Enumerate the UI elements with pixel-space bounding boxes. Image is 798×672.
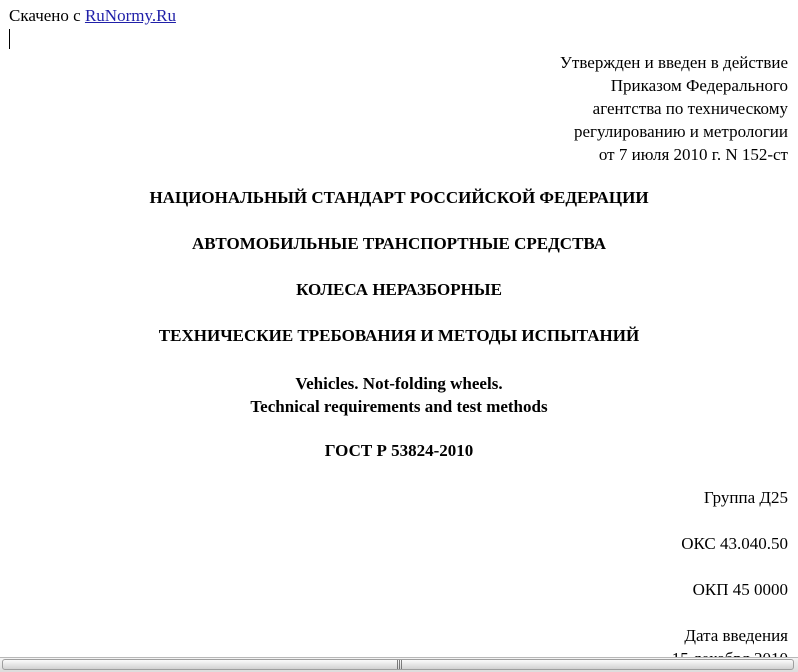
vehicles-heading: АВТОМОБИЛЬНЫЕ ТРАНСПОРТНЫЕ СРЕДСТВА bbox=[192, 234, 606, 253]
intro-date-label: Дата введения bbox=[684, 626, 788, 645]
wheels-heading: КОЛЕСА НЕРАЗБОРНЫЕ bbox=[296, 280, 502, 299]
grip-icon: ||| bbox=[396, 660, 403, 670]
source-line bbox=[9, 6, 176, 26]
english-title bbox=[0, 372, 798, 418]
okp-code: ОКП 45 0000 bbox=[692, 580, 788, 599]
source-link[interactable]: RuNormy.Ru bbox=[84, 6, 176, 25]
approval-line: агентства по техническому bbox=[592, 99, 788, 118]
approval-line: Приказом Федерального bbox=[610, 76, 788, 95]
approval-line: Утвержден и введен в действие bbox=[559, 53, 788, 72]
scrollbar-thumb[interactable] bbox=[2, 659, 794, 670]
approval-block bbox=[560, 51, 788, 166]
group-code: Группа Д25 bbox=[703, 488, 788, 507]
oks-code: ОКС 43.040.50 bbox=[681, 534, 788, 553]
text-cursor bbox=[9, 29, 10, 49]
source-prefix: Скачено с bbox=[9, 6, 85, 25]
english-title-line-1: Vehicles. Not-folding wheels. bbox=[295, 374, 503, 393]
gost-number: ГОСТ Р 53824-2010 bbox=[324, 441, 474, 460]
approval-line: регулированию и метрологии bbox=[573, 122, 788, 141]
english-title-line-2: Technical requirements and test methods bbox=[250, 397, 548, 416]
approval-line: от 7 июля 2010 г. N 152-ст bbox=[598, 145, 788, 164]
requirements-heading: ТЕХНИЧЕСКИЕ ТРЕБОВАНИЯ И МЕТОДЫ ИСПЫТАНИЙ bbox=[158, 326, 640, 345]
national-standard-heading: НАЦИОНАЛЬНЫЙ СТАНДАРТ РОССИЙСКОЙ ФЕДЕРАЦИИ bbox=[149, 188, 649, 207]
horizontal-scrollbar[interactable] bbox=[0, 657, 798, 672]
